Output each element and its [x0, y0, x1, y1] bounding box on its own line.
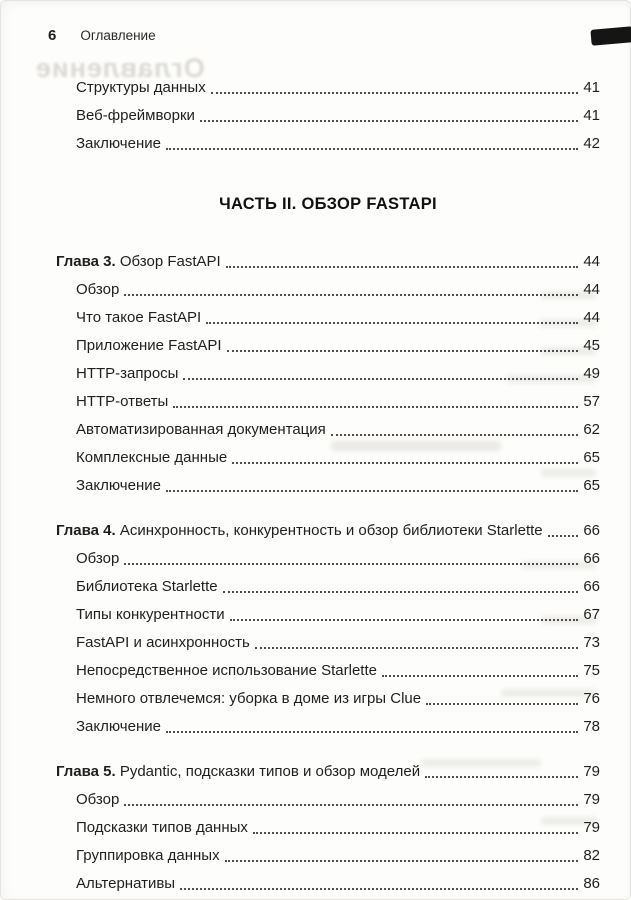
dot-leader: [548, 535, 579, 537]
dot-leader: [124, 294, 578, 296]
toc-entry-page: 42: [583, 135, 600, 152]
toc-entry-page: 73: [583, 634, 600, 651]
toc-entry-page: 79: [583, 819, 600, 836]
toc-entry: [56, 846, 600, 865]
dot-leader: [425, 776, 578, 778]
toc-entry-label: Непосредственное использование Starlette: [76, 662, 377, 679]
dot-leader: [173, 406, 578, 408]
toc-entry-label: Альтернативы: [76, 875, 176, 892]
toc-entry-page: 82: [583, 847, 600, 864]
toc-entry: [56, 280, 600, 299]
toc-entry: [56, 392, 600, 411]
toc-entry: [56, 476, 600, 495]
toc-entry-page: 65: [583, 449, 600, 466]
dot-leader: [124, 563, 578, 565]
toc-entry-label: Заключение: [76, 135, 161, 152]
toc-entry: [56, 633, 600, 652]
toc-entry-label: Подсказки типов данных: [76, 819, 248, 836]
chapter-name: Асинхронность, конкурентность и обзор библиотеки Starlette: [115, 522, 543, 539]
chapter-name: Обзор FastAPI: [115, 253, 221, 270]
toc-entry-page: 86: [583, 875, 600, 892]
toc-entry: [56, 364, 600, 383]
dot-leader: [382, 675, 578, 677]
toc-entry-page: 66: [583, 550, 600, 567]
dot-leader: [166, 148, 578, 150]
chapter-number: Глава 4.: [56, 522, 116, 539]
toc-entry-page: 49: [583, 365, 600, 382]
toc-entry-label: Обзор: [76, 791, 120, 808]
toc-entry-label: Заключение: [76, 718, 161, 735]
dot-leader: [227, 350, 579, 352]
chapter-title: [56, 252, 224, 271]
dot-leader: [331, 434, 579, 436]
toc-entry-page: 76: [583, 690, 600, 707]
edge-mark-artifact: [590, 26, 631, 46]
dot-leader: [230, 619, 579, 621]
toc-entry: [56, 78, 600, 97]
toc-entry-label: Обзор: [76, 281, 120, 298]
running-head: Оглавление: [80, 28, 156, 43]
toc-entry: [56, 661, 600, 680]
toc-entry-label: Обзор: [76, 550, 120, 567]
dot-leader: [211, 92, 579, 94]
toc-entry-label: FastAPI и асинхронность: [76, 634, 250, 651]
toc-entry-label: Типы конкурентности: [76, 606, 225, 623]
dot-leader: [200, 120, 578, 122]
dot-leader: [223, 591, 579, 593]
toc-entry-page: 67: [583, 606, 600, 623]
toc-entry-page: 66: [583, 578, 600, 595]
chapter-title-row: [56, 762, 600, 781]
dot-leader: [124, 804, 578, 806]
toc-entry: [56, 106, 600, 125]
toc-entry-page: 57: [583, 393, 600, 410]
toc-entry-page: 79: [583, 791, 600, 808]
toc-entry: [56, 717, 600, 736]
chapter-title-row: [56, 521, 600, 540]
toc-entry-label: HTTP-ответы: [76, 393, 169, 410]
dot-leader: [180, 888, 578, 890]
toc-entry-page: 44: [583, 309, 600, 326]
dot-leader: [253, 832, 578, 834]
toc-entry-label: Группировка данных: [76, 847, 220, 864]
toc-entry: [56, 874, 600, 893]
show-through-title: Оглавление: [35, 53, 205, 83]
page-header: [48, 27, 600, 44]
chapter-page: 79: [583, 763, 600, 780]
toc-entry: [56, 818, 600, 837]
toc-entry-label: Немного отвлечемся: уборка в доме из игры Clue: [76, 690, 422, 707]
dot-leader: [206, 322, 578, 324]
chapter-page: 44: [583, 253, 600, 270]
page-number: 6: [48, 27, 57, 44]
toc-entry: [56, 420, 600, 439]
chapter-title: [56, 762, 423, 781]
toc-entry: [56, 549, 600, 568]
toc-entry-label: Приложение FastAPI: [76, 337, 222, 354]
dot-leader: [183, 378, 578, 380]
toc-entry-page: 41: [583, 79, 600, 96]
dot-leader: [426, 703, 578, 705]
toc-entry-page: 62: [583, 421, 600, 438]
toc-entry-page: 44: [583, 281, 600, 298]
chapter-number: Глава 3.: [56, 253, 116, 270]
toc-entry-label: Что такое FastAPI: [76, 309, 202, 326]
toc-entry-label: Комплексные данные: [76, 449, 228, 466]
part-heading: ЧАСТЬ II. ОБЗОР FASTAPI: [219, 195, 437, 213]
toc-entry: [56, 134, 600, 153]
table-of-contents: [56, 78, 600, 893]
toc-entry: [56, 448, 600, 467]
dot-leader: [255, 647, 578, 649]
toc-entry-label: HTTP-запросы: [76, 365, 179, 382]
chapter-title: [56, 521, 546, 540]
toc-entry-label: Структуры данных: [76, 79, 206, 96]
toc-entry: [56, 336, 600, 355]
toc-entry-page: 45: [583, 337, 600, 354]
chapter-title-row: [56, 252, 600, 271]
toc-entry-page: 78: [583, 718, 600, 735]
dot-leader: [232, 462, 578, 464]
toc-entry: [56, 605, 600, 624]
chapter-page: 66: [583, 522, 600, 539]
toc-entry: [56, 308, 600, 327]
toc-entry-page: 65: [583, 477, 600, 494]
toc-entry: [56, 689, 600, 708]
toc-entry: [56, 790, 600, 809]
toc-entry-page: 75: [583, 662, 600, 679]
chapter-name: Pydantic, подсказки типов и обзор моделей: [115, 763, 421, 780]
toc-entry-label: Автоматизированная документация: [76, 421, 326, 438]
dot-leader: [225, 860, 579, 862]
toc-entry-label: Библиотека Starlette: [76, 578, 218, 595]
toc-entry: [56, 577, 600, 596]
toc-entry-label: Веб-фреймворки: [76, 107, 195, 124]
toc-entry-page: 41: [583, 107, 600, 124]
dot-leader: [166, 490, 578, 492]
chapter-number: Глава 5.: [56, 763, 116, 780]
dot-leader: [166, 731, 578, 733]
dot-leader: [226, 266, 579, 268]
toc-entry-label: Заключение: [76, 477, 161, 494]
